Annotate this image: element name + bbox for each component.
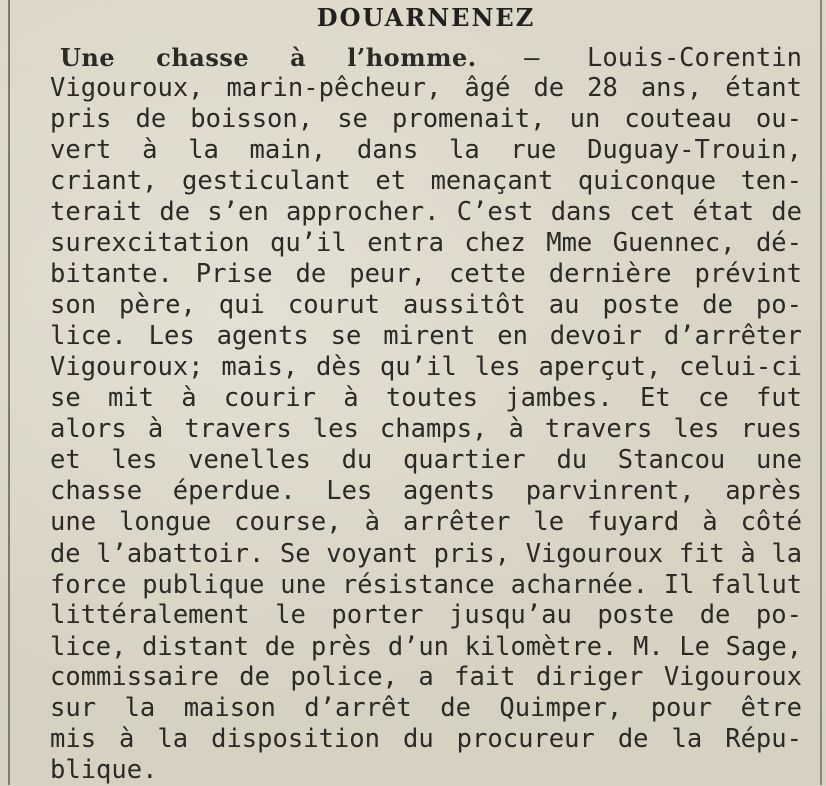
article-line: criant, gesticulant et menaçant quiconque ten- — [50, 166, 802, 196]
article-line: lice. Les agents se mirent en devoir d’arrêter — [50, 321, 802, 351]
article-line: alors à travers les champs, à travers les rues — [50, 414, 802, 444]
article-line: une longue course, à arrêter le fuyard à côté — [50, 507, 802, 537]
article-line-last: blique. — [50, 755, 158, 785]
article-line: commissaire de police, a fait diriger Vigouroux — [50, 662, 802, 692]
article-line: de l’abattoir. Se voyant pris, Vigouroux fit à la — [50, 538, 802, 568]
article-headline: DOUARNENEZ — [316, 3, 536, 32]
article-line: sur la maison d’arrêt de Quimper, pour être — [50, 693, 802, 723]
article-line: terait de s’en approcher. C’est dans cet état de — [50, 197, 802, 227]
article-line: littéralement le porter jusqu’au poste de po- — [50, 600, 802, 630]
article-line: force publique une résistance acharnée. Il fallut — [50, 569, 802, 599]
right-column-rule — [820, 0, 822, 785]
article-line: Vigouroux; mais, dès qu’il les aperçut, celui-ci — [50, 352, 802, 382]
article-line: bitante. Prise de peur, cette dernière prévint — [50, 259, 802, 289]
article-line: lice, distant de près d’un kilomètre. M. Le Sage, — [50, 631, 802, 661]
article-line: son père, qui courut aussitôt au poste de po- — [50, 290, 802, 320]
article-line: se mit à courir à toutes jambes. Et ce fut — [50, 383, 802, 413]
article-line-1 — [50, 42, 802, 73]
article-line: vert à la main, dans la rue Duguay-Trouin, — [50, 135, 802, 165]
article-line: surexcitation qu’il entra chez Mme Guennec, dé- — [50, 228, 802, 258]
article-line-1-rest: — Louis-Corentin — [476, 43, 802, 73]
left-column-rule — [8, 0, 10, 785]
article-lead: Une chasse à l’homme. — [60, 43, 477, 72]
article-line: et les venelles du quartier du Stancou une — [50, 445, 802, 475]
news-article — [50, 0, 802, 786]
article-line: mis à la disposition du procureur de la Répu- — [50, 724, 802, 754]
article-line: pris de boisson, se promenait, un couteau ou- — [50, 104, 802, 134]
article-line: chasse éperdue. Les agents parvinrent, après — [50, 476, 802, 506]
article-line: Vigouroux, marin-pêcheur, âgé de 28 ans, étant — [50, 73, 802, 103]
